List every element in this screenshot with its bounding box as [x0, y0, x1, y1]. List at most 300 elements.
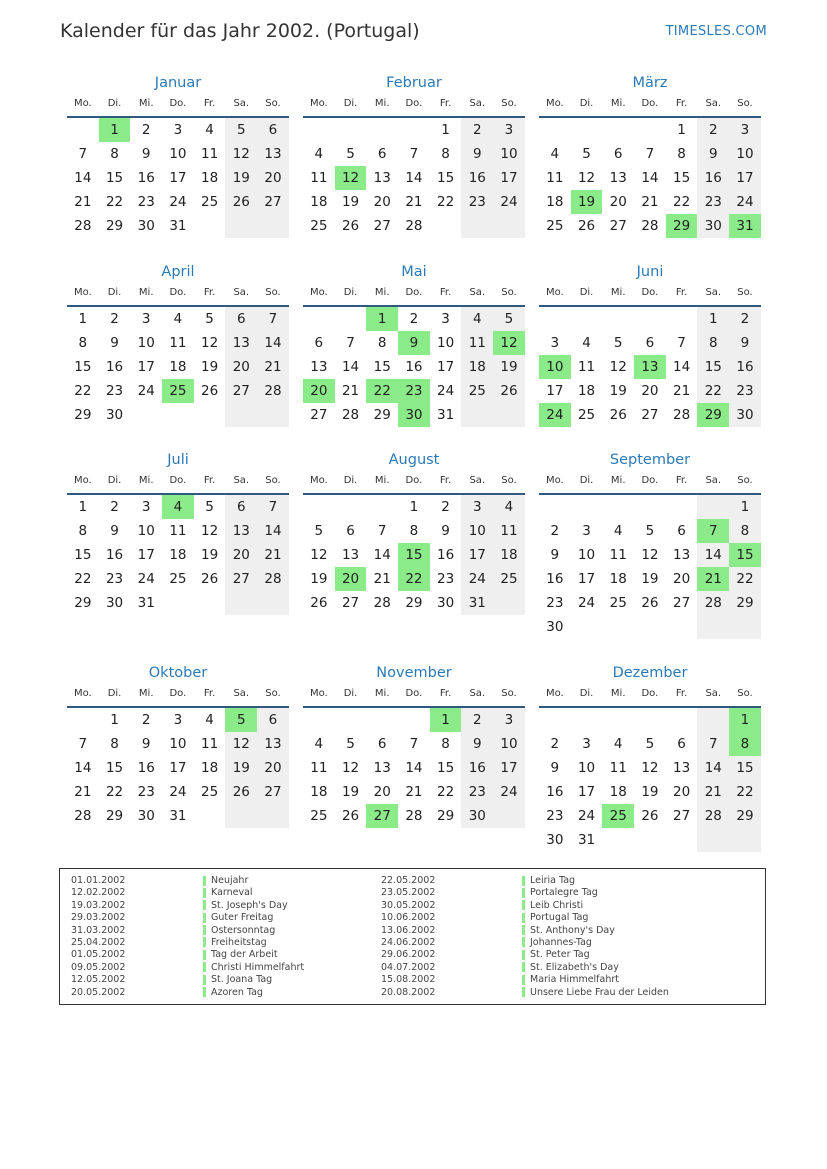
day-cell[interactable]: 16 — [137, 760, 155, 776]
day-cell[interactable]: 21 — [641, 194, 659, 210]
day-cell[interactable]: 23 — [697, 190, 729, 214]
day-cell[interactable]: 13 — [225, 331, 257, 355]
day-cell[interactable]: 28 — [673, 407, 691, 423]
day-cell[interactable]: 24 — [539, 403, 571, 427]
day-cell[interactable]: 26 — [341, 808, 360, 824]
day-cell[interactable]: 27 — [673, 595, 691, 611]
day-cell[interactable]: 26 — [493, 379, 525, 403]
day-cell[interactable]: 8 — [729, 732, 761, 756]
day-cell[interactable]: 3 — [729, 118, 761, 142]
day-cell[interactable]: 7 — [346, 335, 355, 351]
day-cell[interactable]: 29 — [74, 407, 92, 423]
day-cell[interactable]: 20 — [257, 166, 289, 190]
day-cell[interactable]: 10 — [169, 736, 187, 752]
day-cell[interactable]: 15 — [729, 756, 761, 780]
day-cell[interactable]: 20 — [335, 567, 367, 591]
day-cell[interactable]: 19 — [341, 784, 360, 800]
day-cell[interactable]: 7 — [697, 519, 729, 543]
day-cell[interactable]: 1 — [430, 708, 462, 732]
day-cell[interactable]: 12 — [641, 547, 659, 563]
day-cell[interactable]: 3 — [441, 311, 450, 327]
day-cell[interactable]: 14 — [405, 760, 423, 776]
day-cell[interactable]: 28 — [74, 218, 92, 234]
day-cell[interactable]: 28 — [257, 379, 289, 403]
day-cell[interactable]: 18 — [493, 543, 525, 567]
day-cell[interactable]: 26 — [609, 407, 627, 423]
day-cell[interactable]: 3 — [493, 118, 525, 142]
day-cell[interactable]: 20 — [225, 355, 257, 379]
day-cell[interactable]: 17 — [137, 359, 155, 375]
day-cell[interactable]: 27 — [609, 218, 627, 234]
day-cell[interactable]: 15 — [437, 170, 455, 186]
day-cell[interactable]: 28 — [257, 567, 289, 591]
day-cell[interactable]: 21 — [257, 355, 289, 379]
day-cell[interactable]: 3 — [582, 736, 591, 752]
day-cell[interactable]: 23 — [437, 571, 455, 587]
day-cell[interactable]: 12 — [493, 331, 525, 355]
day-cell[interactable]: 15 — [729, 543, 761, 567]
day-cell[interactable]: 11 — [201, 736, 219, 752]
day-cell[interactable]: 13 — [257, 142, 289, 166]
day-cell[interactable]: 31 — [437, 407, 455, 423]
site-logo-link[interactable]: TIMESLES.COM — [665, 24, 767, 39]
day-cell[interactable]: 19 — [641, 784, 659, 800]
day-cell[interactable]: 21 — [697, 780, 729, 804]
day-cell[interactable]: 25 — [162, 379, 194, 403]
day-cell[interactable]: 2 — [697, 118, 729, 142]
day-cell[interactable]: 16 — [137, 170, 155, 186]
day-cell[interactable]: 22 — [729, 567, 761, 591]
day-cell[interactable]: 20 — [673, 571, 691, 587]
day-cell[interactable]: 31 — [461, 591, 493, 615]
day-cell[interactable]: 18 — [609, 571, 627, 587]
day-cell[interactable]: 3 — [493, 708, 525, 732]
day-cell[interactable]: 12 — [609, 359, 627, 375]
day-cell[interactable]: 4 — [314, 736, 324, 752]
day-cell[interactable]: 18 — [310, 784, 328, 800]
day-cell[interactable]: 12 — [341, 760, 360, 776]
day-cell[interactable]: 3 — [173, 122, 183, 138]
day-cell[interactable]: 20 — [303, 379, 335, 403]
day-cell[interactable]: 24 — [137, 383, 155, 399]
day-cell[interactable]: 4 — [173, 311, 183, 327]
day-cell[interactable]: 3 — [461, 495, 493, 519]
day-cell[interactable]: 28 — [405, 808, 423, 824]
day-cell[interactable]: 18 — [577, 383, 596, 399]
day-cell[interactable]: 25 — [201, 784, 219, 800]
day-cell[interactable]: 9 — [110, 335, 119, 351]
day-cell[interactable]: 7 — [409, 146, 419, 162]
day-cell[interactable]: 12 — [641, 760, 659, 776]
day-cell[interactable]: 30 — [105, 595, 124, 611]
day-cell[interactable]: 16 — [105, 547, 124, 563]
day-cell[interactable]: 9 — [697, 142, 729, 166]
day-cell[interactable]: 12 — [335, 166, 367, 190]
day-cell[interactable]: 19 — [641, 571, 659, 587]
day-cell[interactable]: 25 — [609, 595, 627, 611]
day-cell[interactable]: 24 — [437, 383, 455, 399]
day-cell[interactable]: 17 — [493, 756, 525, 780]
day-cell[interactable]: 28 — [74, 808, 92, 824]
day-cell[interactable]: 29 — [74, 595, 92, 611]
day-cell[interactable]: 15 — [697, 355, 729, 379]
day-cell[interactable]: 4 — [205, 712, 214, 728]
day-cell[interactable]: 14 — [373, 547, 391, 563]
day-cell[interactable]: 26 — [341, 218, 360, 234]
day-cell[interactable]: 31 — [137, 595, 155, 611]
day-cell[interactable]: 10 — [729, 142, 761, 166]
day-cell[interactable]: 22 — [437, 194, 455, 210]
day-cell[interactable]: 1 — [729, 708, 761, 732]
day-cell[interactable]: 5 — [225, 118, 257, 142]
day-cell[interactable]: 16 — [697, 166, 729, 190]
day-cell[interactable]: 5 — [205, 311, 214, 327]
day-cell[interactable]: 19 — [201, 547, 219, 563]
day-cell[interactable]: 23 — [546, 595, 564, 611]
day-cell[interactable]: 10 — [539, 355, 571, 379]
day-cell[interactable]: 29 — [405, 595, 423, 611]
day-cell[interactable]: 9 — [550, 547, 560, 563]
day-cell[interactable]: 7 — [257, 307, 289, 331]
day-cell[interactable]: 4 — [550, 146, 560, 162]
day-cell[interactable]: 16 — [461, 166, 493, 190]
day-cell[interactable]: 29 — [729, 804, 761, 828]
day-cell[interactable]: 30 — [461, 804, 493, 828]
day-cell[interactable]: 19 — [571, 190, 603, 214]
day-cell[interactable]: 1 — [729, 495, 761, 519]
day-cell[interactable]: 17 — [577, 571, 596, 587]
day-cell[interactable]: 5 — [493, 307, 525, 331]
day-cell[interactable]: 21 — [405, 194, 423, 210]
day-cell[interactable]: 10 — [493, 142, 525, 166]
day-cell[interactable]: 17 — [577, 784, 596, 800]
day-cell[interactable]: 27 — [225, 567, 257, 591]
day-cell[interactable]: 8 — [441, 146, 450, 162]
day-cell[interactable]: 26 — [201, 383, 219, 399]
day-cell[interactable]: 9 — [729, 331, 761, 355]
day-cell[interactable]: 16 — [729, 355, 761, 379]
day-cell[interactable]: 26 — [225, 780, 257, 804]
day-cell[interactable]: 16 — [405, 359, 423, 375]
day-cell[interactable]: 21 — [74, 784, 92, 800]
day-cell[interactable]: 13 — [257, 732, 289, 756]
day-cell[interactable]: 4 — [613, 523, 623, 539]
day-cell[interactable]: 5 — [582, 146, 591, 162]
day-cell[interactable]: 8 — [377, 335, 387, 351]
day-cell[interactable]: 8 — [78, 335, 88, 351]
day-cell[interactable]: 25 — [310, 808, 328, 824]
day-cell[interactable]: 17 — [493, 166, 525, 190]
day-cell[interactable]: 12 — [577, 170, 596, 186]
day-cell[interactable]: 11 — [169, 335, 187, 351]
day-cell[interactable]: 31 — [169, 218, 187, 234]
day-cell[interactable]: 11 — [577, 359, 596, 375]
day-cell[interactable]: 30 — [697, 214, 729, 238]
day-cell[interactable]: 21 — [373, 571, 391, 587]
day-cell[interactable]: 25 — [201, 194, 219, 210]
day-cell[interactable]: 10 — [577, 760, 596, 776]
day-cell[interactable]: 13 — [609, 170, 627, 186]
day-cell[interactable]: 3 — [141, 499, 151, 515]
day-cell[interactable]: 6 — [645, 335, 655, 351]
day-cell[interactable]: 26 — [577, 218, 596, 234]
day-cell[interactable]: 18 — [201, 760, 219, 776]
day-cell[interactable]: 20 — [373, 194, 391, 210]
day-cell[interactable]: 29 — [697, 403, 729, 427]
day-cell[interactable]: 7 — [377, 523, 387, 539]
day-cell[interactable]: 30 — [398, 403, 430, 427]
day-cell[interactable]: 22 — [366, 379, 398, 403]
day-cell[interactable]: 24 — [493, 780, 525, 804]
day-cell[interactable]: 18 — [609, 784, 627, 800]
day-cell[interactable]: 20 — [373, 784, 391, 800]
day-cell[interactable]: 2 — [550, 523, 560, 539]
day-cell[interactable]: 20 — [673, 784, 691, 800]
day-cell[interactable]: 1 — [366, 307, 398, 331]
day-cell[interactable]: 1 — [78, 311, 88, 327]
day-cell[interactable]: 23 — [137, 194, 155, 210]
day-cell[interactable]: 7 — [78, 146, 88, 162]
day-cell[interactable]: 26 — [201, 571, 219, 587]
day-cell[interactable]: 25 — [493, 567, 525, 591]
day-cell[interactable]: 16 — [546, 784, 564, 800]
day-cell[interactable]: 29 — [105, 808, 124, 824]
day-cell[interactable]: 12 — [201, 523, 219, 539]
day-cell[interactable]: 19 — [225, 756, 257, 780]
day-cell[interactable]: 25 — [602, 804, 634, 828]
day-cell[interactable]: 1 — [78, 499, 88, 515]
day-cell[interactable]: 14 — [697, 543, 729, 567]
day-cell[interactable]: 6 — [257, 118, 289, 142]
day-cell[interactable]: 24 — [137, 571, 155, 587]
day-cell[interactable]: 25 — [546, 218, 564, 234]
day-cell[interactable]: 14 — [74, 170, 92, 186]
day-cell[interactable]: 13 — [673, 760, 691, 776]
day-cell[interactable]: 28 — [697, 804, 729, 828]
day-cell[interactable]: 13 — [673, 547, 691, 563]
day-cell[interactable]: 6 — [677, 736, 686, 752]
day-cell[interactable]: 25 — [310, 218, 328, 234]
day-cell[interactable]: 17 — [169, 760, 187, 776]
day-cell[interactable]: 18 — [169, 547, 187, 563]
day-cell[interactable]: 5 — [613, 335, 623, 351]
day-cell[interactable]: 26 — [641, 595, 659, 611]
day-cell[interactable]: 17 — [137, 547, 155, 563]
day-cell[interactable]: 5 — [645, 523, 655, 539]
day-cell[interactable]: 18 — [169, 359, 187, 375]
day-cell[interactable]: 30 — [137, 218, 155, 234]
day-cell[interactable]: 17 — [729, 166, 761, 190]
day-cell[interactable]: 6 — [677, 523, 686, 539]
day-cell[interactable]: 25 — [169, 571, 187, 587]
day-cell[interactable]: 1 — [441, 122, 450, 138]
day-cell[interactable]: 6 — [377, 146, 387, 162]
day-cell[interactable]: 14 — [257, 331, 289, 355]
day-cell[interactable]: 19 — [493, 355, 525, 379]
day-cell[interactable]: 11 — [546, 170, 564, 186]
day-cell[interactable]: 23 — [137, 784, 155, 800]
day-cell[interactable]: 23 — [461, 190, 493, 214]
day-cell[interactable]: 2 — [461, 708, 493, 732]
day-cell[interactable]: 28 — [341, 407, 360, 423]
day-cell[interactable]: 6 — [257, 708, 289, 732]
day-cell[interactable]: 20 — [641, 383, 659, 399]
day-cell[interactable]: 21 — [341, 383, 360, 399]
day-cell[interactable]: 7 — [257, 495, 289, 519]
day-cell[interactable]: 6 — [613, 146, 623, 162]
day-cell[interactable]: 23 — [729, 379, 761, 403]
day-cell[interactable]: 11 — [493, 519, 525, 543]
day-cell[interactable]: 11 — [310, 170, 328, 186]
day-cell[interactable]: 7 — [645, 146, 655, 162]
day-cell[interactable]: 4 — [613, 736, 623, 752]
day-cell[interactable]: 22 — [74, 571, 92, 587]
day-cell[interactable]: 31 — [729, 214, 761, 238]
day-cell[interactable]: 17 — [437, 359, 455, 375]
day-cell[interactable]: 6 — [225, 307, 257, 331]
day-cell[interactable]: 16 — [546, 571, 564, 587]
day-cell[interactable]: 18 — [201, 170, 219, 186]
day-cell[interactable]: 22 — [697, 379, 729, 403]
day-cell[interactable]: 24 — [577, 808, 596, 824]
day-cell[interactable]: 2 — [550, 736, 560, 752]
day-cell[interactable]: 4 — [205, 122, 214, 138]
day-cell[interactable]: 23 — [461, 780, 493, 804]
day-cell[interactable]: 19 — [201, 359, 219, 375]
day-cell[interactable]: 5 — [205, 499, 214, 515]
day-cell[interactable]: 26 — [310, 595, 328, 611]
day-cell[interactable]: 24 — [461, 567, 493, 591]
day-cell[interactable]: 8 — [78, 523, 88, 539]
day-cell[interactable]: 13 — [310, 359, 328, 375]
day-cell[interactable]: 3 — [141, 311, 151, 327]
day-cell[interactable]: 1 — [677, 122, 686, 138]
day-cell[interactable]: 15 — [437, 760, 455, 776]
day-cell[interactable]: 10 — [577, 547, 596, 563]
day-cell[interactable]: 22 — [673, 194, 691, 210]
day-cell[interactable]: 24 — [577, 595, 596, 611]
day-cell[interactable]: 23 — [105, 571, 124, 587]
day-cell[interactable]: 13 — [373, 170, 391, 186]
day-cell[interactable]: 8 — [110, 736, 119, 752]
day-cell[interactable]: 9 — [550, 760, 560, 776]
day-cell[interactable]: 24 — [169, 784, 187, 800]
day-cell[interactable]: 28 — [697, 591, 729, 615]
day-cell[interactable]: 30 — [729, 403, 761, 427]
day-cell[interactable]: 24 — [493, 190, 525, 214]
day-cell[interactable]: 17 — [169, 170, 187, 186]
day-cell[interactable]: 1 — [409, 499, 419, 515]
day-cell[interactable]: 25 — [577, 407, 596, 423]
day-cell[interactable]: 2 — [141, 122, 151, 138]
day-cell[interactable]: 19 — [225, 166, 257, 190]
day-cell[interactable]: 6 — [314, 335, 324, 351]
day-cell[interactable]: 31 — [169, 808, 187, 824]
day-cell[interactable]: 11 — [201, 146, 219, 162]
day-cell[interactable]: 4 — [493, 495, 525, 519]
day-cell[interactable]: 18 — [546, 194, 564, 210]
day-cell[interactable]: 11 — [169, 523, 187, 539]
day-cell[interactable]: 19 — [609, 383, 627, 399]
day-cell[interactable]: 10 — [169, 146, 187, 162]
day-cell[interactable]: 15 — [373, 359, 391, 375]
day-cell[interactable]: 26 — [641, 808, 659, 824]
day-cell[interactable]: 30 — [437, 595, 455, 611]
day-cell[interactable]: 9 — [461, 142, 493, 166]
day-cell[interactable]: 11 — [609, 760, 627, 776]
day-cell[interactable]: 10 — [437, 335, 455, 351]
day-cell[interactable]: 2 — [409, 311, 419, 327]
day-cell[interactable]: 14 — [641, 170, 659, 186]
day-cell[interactable]: 10 — [137, 523, 155, 539]
day-cell[interactable]: 1 — [110, 712, 119, 728]
day-cell[interactable]: 1 — [99, 118, 131, 142]
day-cell[interactable]: 6 — [346, 523, 355, 539]
day-cell[interactable]: 28 — [405, 218, 423, 234]
day-cell[interactable]: 29 — [666, 214, 698, 238]
day-cell[interactable]: 16 — [105, 359, 124, 375]
day-cell[interactable]: 30 — [105, 407, 124, 423]
day-cell[interactable]: 13 — [373, 760, 391, 776]
day-cell[interactable]: 23 — [398, 379, 430, 403]
day-cell[interactable]: 19 — [310, 571, 328, 587]
day-cell[interactable]: 2 — [461, 118, 493, 142]
day-cell[interactable]: 12 — [310, 547, 328, 563]
day-cell[interactable]: 4 — [582, 335, 591, 351]
day-cell[interactable]: 10 — [461, 519, 493, 543]
day-cell[interactable]: 22 — [105, 784, 124, 800]
day-cell[interactable]: 15 — [673, 170, 691, 186]
day-cell[interactable]: 22 — [74, 383, 92, 399]
day-cell[interactable]: 4 — [461, 307, 493, 331]
day-cell[interactable]: 2 — [110, 499, 119, 515]
day-cell[interactable]: 5 — [346, 146, 355, 162]
day-cell[interactable]: 30 — [137, 808, 155, 824]
day-cell[interactable]: 11 — [461, 331, 493, 355]
day-cell[interactable]: 14 — [74, 760, 92, 776]
day-cell[interactable]: 29 — [729, 591, 761, 615]
day-cell[interactable]: 3 — [173, 712, 183, 728]
day-cell[interactable]: 9 — [141, 736, 151, 752]
day-cell[interactable]: 10 — [137, 335, 155, 351]
day-cell[interactable]: 17 — [546, 383, 564, 399]
day-cell[interactable]: 26 — [225, 190, 257, 214]
day-cell[interactable]: 22 — [398, 567, 430, 591]
day-cell[interactable]: 12 — [225, 142, 257, 166]
day-cell[interactable]: 21 — [74, 194, 92, 210]
day-cell[interactable]: 7 — [677, 335, 686, 351]
day-cell[interactable]: 27 — [673, 808, 691, 824]
day-cell[interactable]: 27 — [257, 190, 289, 214]
day-cell[interactable]: 6 — [377, 736, 387, 752]
day-cell[interactable]: 31 — [577, 832, 596, 848]
day-cell[interactable]: 29 — [437, 808, 455, 824]
day-cell[interactable]: 12 — [201, 335, 219, 351]
day-cell[interactable]: 8 — [697, 331, 729, 355]
day-cell[interactable]: 8 — [110, 146, 119, 162]
day-cell[interactable]: 21 — [257, 543, 289, 567]
day-cell[interactable]: 27 — [366, 804, 398, 828]
day-cell[interactable]: 10 — [493, 732, 525, 756]
day-cell[interactable]: 8 — [729, 519, 761, 543]
day-cell[interactable]: 8 — [677, 146, 686, 162]
day-cell[interactable]: 23 — [546, 808, 564, 824]
day-cell[interactable]: 14 — [257, 519, 289, 543]
day-cell[interactable]: 8 — [409, 523, 419, 539]
day-cell[interactable]: 7 — [78, 736, 88, 752]
day-cell[interactable]: 14 — [697, 756, 729, 780]
day-cell[interactable]: 5 — [314, 523, 324, 539]
